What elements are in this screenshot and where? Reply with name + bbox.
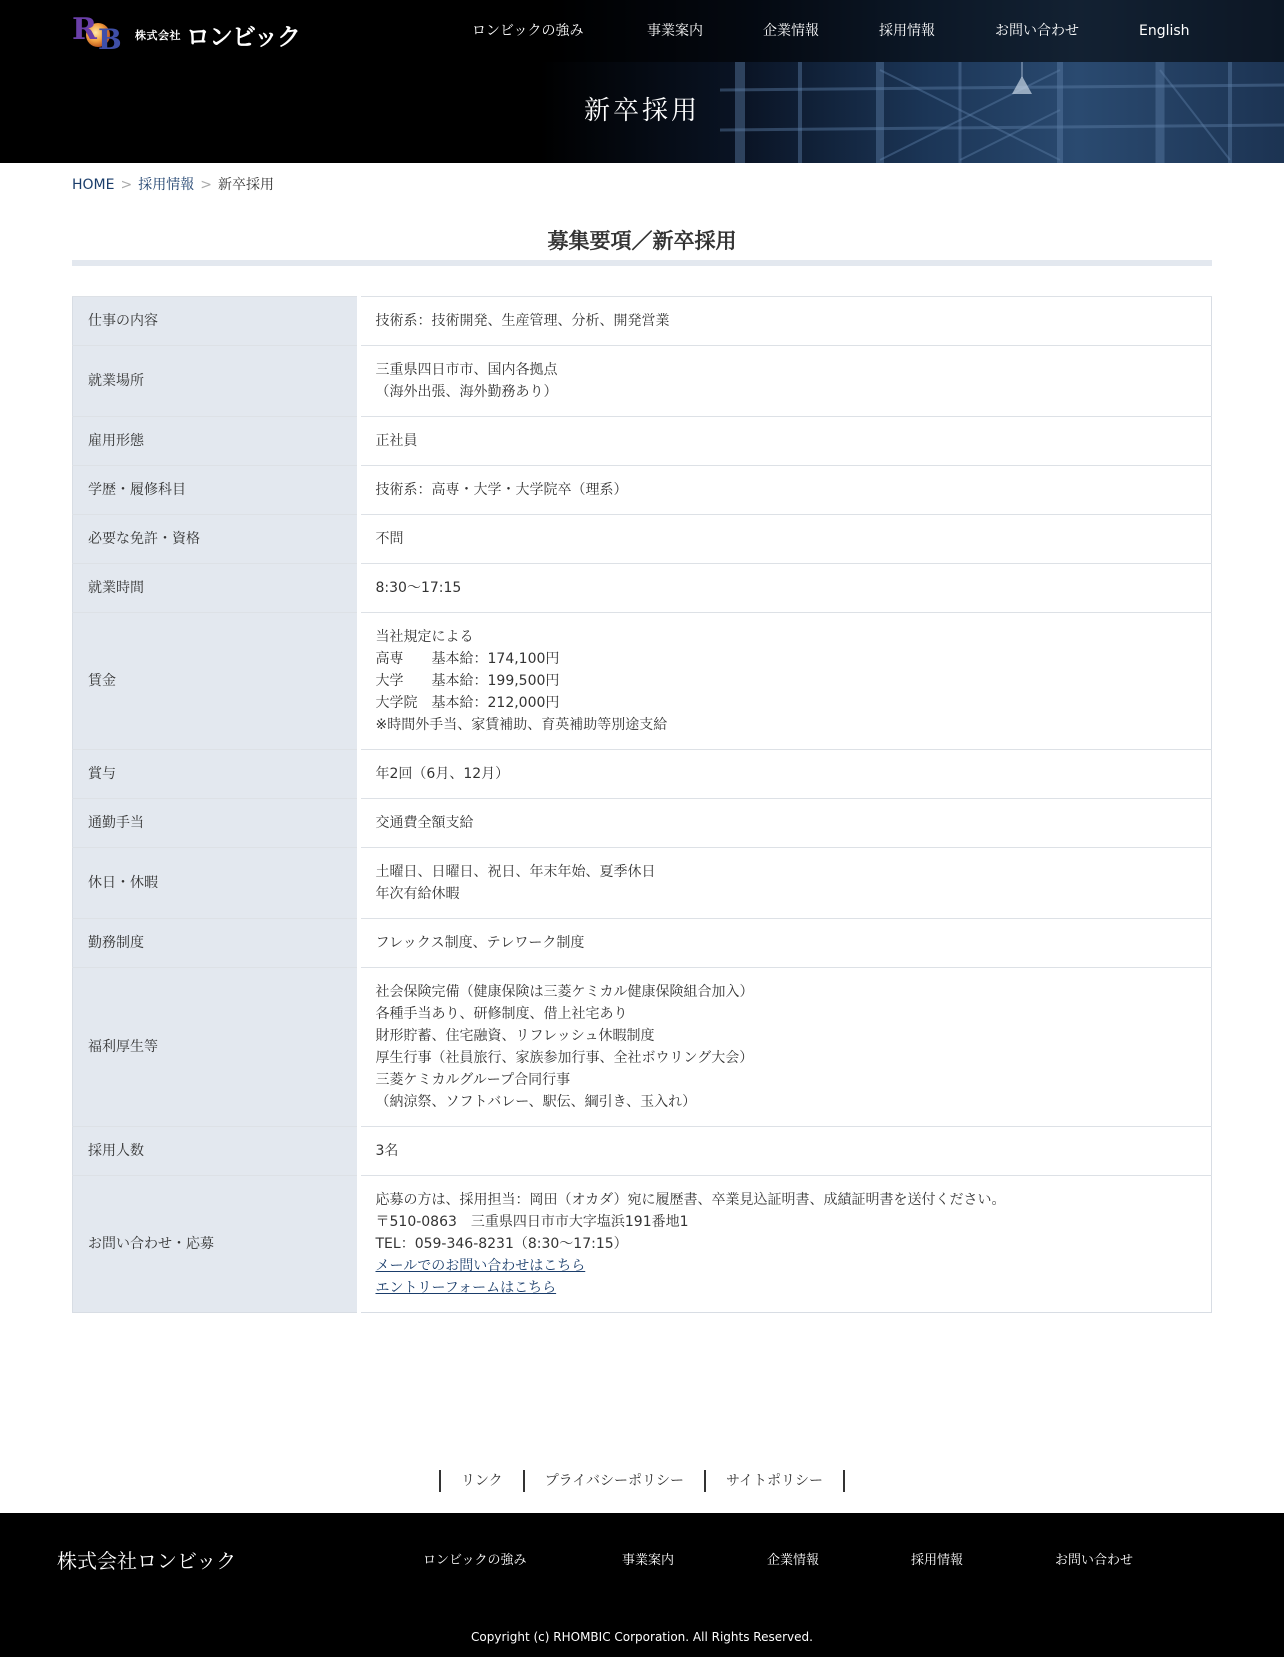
- value-line: 高専 基本給：174,100円: [375, 651, 560, 667]
- row-label: 雇用形態: [73, 417, 359, 466]
- row-label: 通勤手当: [73, 799, 359, 848]
- breadcrumb: [72, 174, 274, 194]
- footer-sub-links: [0, 1470, 1284, 1492]
- value-line: 年次有給休暇: [375, 886, 460, 902]
- table-row: [73, 297, 1212, 346]
- value-line: 財形貯蓄、住宅融資、リフレッシュ休暇制度: [375, 1028, 655, 1044]
- row-label: お問い合わせ・応募: [73, 1176, 359, 1313]
- nav-contact[interactable]: お問い合わせ: [995, 23, 1079, 39]
- breadcrumb-separator: >: [120, 177, 133, 193]
- row-value: [359, 417, 1212, 466]
- value-line: 社会保険完備（健康保険は三菱ケミカル健康保険組合加入）: [375, 984, 754, 1000]
- nav-strengths[interactable]: ロンビックの強み: [472, 23, 584, 39]
- table-row: [73, 613, 1212, 750]
- table-row: [73, 919, 1212, 968]
- row-label: 採用人数: [73, 1127, 359, 1176]
- link-site-policy[interactable]: サイトポリシー: [706, 1470, 845, 1492]
- table-row: [73, 1127, 1212, 1176]
- table-row: [73, 799, 1212, 848]
- section-title: 募集要項／新卒採用: [547, 229, 737, 253]
- footer-sub-links-group: [439, 1470, 845, 1492]
- value-line: 各種手当あり、研修制度、借上社宅あり: [375, 1006, 628, 1022]
- value-line: 正社員: [375, 433, 418, 449]
- logo-company-name: ロンビック: [186, 23, 301, 51]
- value-line: 大学院 基本給：212,000円: [375, 695, 560, 711]
- table-row: [73, 346, 1212, 417]
- value-line: TEL：059-346-8231（8:30～17:15）: [375, 1236, 628, 1252]
- section-title-underline: [72, 260, 1212, 266]
- value-line: 三菱ケミカルグループ合同行事: [375, 1072, 571, 1088]
- value-line: 3名: [375, 1143, 399, 1159]
- value-line: 厚生行事（社員旅行、家族参加行事、全社ボウリング大会）: [375, 1050, 754, 1066]
- table-row: [73, 968, 1212, 1127]
- footer: [0, 1513, 1284, 1657]
- nav-recruit[interactable]: 採用情報: [879, 23, 935, 39]
- value-line: 当社規定による: [375, 629, 474, 645]
- row-value: [359, 515, 1212, 564]
- row-value: [359, 613, 1212, 750]
- table-row: [73, 848, 1212, 919]
- row-label: 仕事の内容: [73, 297, 359, 346]
- value-line: 大学 基本給：199,500円: [375, 673, 560, 689]
- value-line: 三重県四日市市、国内各拠点: [375, 362, 558, 378]
- value-line: （納涼祭、ソフトバレー、駅伝、綱引き、玉入れ）: [375, 1094, 697, 1110]
- row-label: 休日・休暇: [73, 848, 359, 919]
- value-line: 交通費全額支給: [375, 815, 474, 831]
- top-navigation-bar: [0, 0, 1284, 62]
- footer-nav-strengths[interactable]: ロンビックの強み: [423, 1553, 527, 1568]
- table-row: [73, 564, 1212, 613]
- value-line: 土曜日、日曜日、祝日、年末年始、夏季休日: [375, 864, 656, 880]
- row-label: 勤務制度: [73, 919, 359, 968]
- link-links[interactable]: リンク: [441, 1470, 525, 1492]
- row-label: 必要な免許・資格: [73, 515, 359, 564]
- footer-nav-company[interactable]: 企業情報: [767, 1553, 820, 1568]
- copyright: Copyright (c) RHOMBIC Corporation. All Rights Reserved.: [471, 1630, 813, 1644]
- row-value: [359, 346, 1212, 417]
- value-line: 〒510-0863 三重県四日市市大字塩浜191番地1: [375, 1214, 689, 1230]
- footer-nav-contact[interactable]: お問い合わせ: [1055, 1553, 1134, 1568]
- row-value: [359, 297, 1212, 346]
- main-content: [72, 226, 1212, 1313]
- hero-header: [0, 0, 1284, 163]
- row-value: [359, 1176, 1212, 1313]
- value-line: 応募の方は、採用担当：岡田（オカダ）宛に履歴書、卒業見込証明書、成績証明書を送付ください。: [375, 1192, 1006, 1208]
- value-line: 年2回（6月、12月）: [375, 766, 510, 782]
- table-row: [73, 515, 1212, 564]
- breadcrumb-separator: >: [200, 177, 212, 193]
- svg-text:R: R: [72, 12, 97, 47]
- row-label: 賞与: [73, 750, 359, 799]
- row-label: 学歴・履修科目: [73, 466, 359, 515]
- row-label: 就業時間: [73, 564, 359, 613]
- svg-text:B: B: [98, 23, 122, 53]
- row-value: [359, 1127, 1212, 1176]
- mail-inquiry-link[interactable]: メールでのお問い合わせはこちら: [375, 1258, 586, 1274]
- company-logo[interactable]: [72, 5, 312, 53]
- requirements-table-body: [73, 297, 1212, 1313]
- row-value: [359, 919, 1212, 968]
- row-value: [359, 466, 1212, 515]
- table-row: [73, 1176, 1212, 1313]
- row-value: [359, 564, 1212, 613]
- rb-logo-icon: [72, 5, 124, 53]
- row-label: 福利厚生等: [73, 968, 359, 1127]
- table-row: [73, 417, 1212, 466]
- table-row: [73, 466, 1212, 515]
- nav-business[interactable]: 事業案内: [647, 23, 703, 39]
- row-label: 賃金: [73, 613, 359, 750]
- link-privacy-policy[interactable]: プライバシーポリシー: [525, 1470, 706, 1492]
- footer-nav-recruit[interactable]: 採用情報: [911, 1553, 964, 1568]
- value-line: 技術系：技術開発、生産管理、分析、開発営業: [375, 313, 670, 329]
- page-title: 新卒採用: [583, 96, 700, 126]
- breadcrumb-home[interactable]: HOME: [72, 177, 115, 193]
- requirements-table: [72, 296, 1212, 1313]
- logo-kabushikigaisha: 株式会社: [135, 29, 181, 42]
- value-line: 8:30～17:15: [375, 580, 462, 596]
- table-row: [73, 750, 1212, 799]
- value-line: フレックス制度、テレワーク制度: [375, 935, 585, 951]
- nav-english[interactable]: English: [1139, 23, 1190, 39]
- value-line: （海外出張、海外勤務あり）: [375, 384, 558, 400]
- value-line: ※時間外手当、家賃補助、育英補助等別途支給: [375, 717, 668, 733]
- row-value: [359, 848, 1212, 919]
- entry-form-link[interactable]: エントリーフォームはこちら: [375, 1280, 557, 1296]
- breadcrumb-recruit[interactable]: 採用情報: [138, 177, 195, 193]
- nav-company[interactable]: 企業情報: [763, 23, 819, 39]
- value-line: 不問: [375, 531, 404, 547]
- row-label: 就業場所: [73, 346, 359, 417]
- footer-nav-business[interactable]: 事業案内: [622, 1553, 675, 1568]
- value-line: 技術系：高専・大学・大学院卒（理系）: [375, 482, 628, 498]
- row-value: [359, 968, 1212, 1127]
- footer-company-name: 株式会社ロンビック: [57, 1549, 237, 1573]
- row-value: [359, 799, 1212, 848]
- main-nav: [472, 0, 1190, 62]
- row-value: [359, 750, 1212, 799]
- breadcrumb-current: 新卒採用: [217, 177, 274, 193]
